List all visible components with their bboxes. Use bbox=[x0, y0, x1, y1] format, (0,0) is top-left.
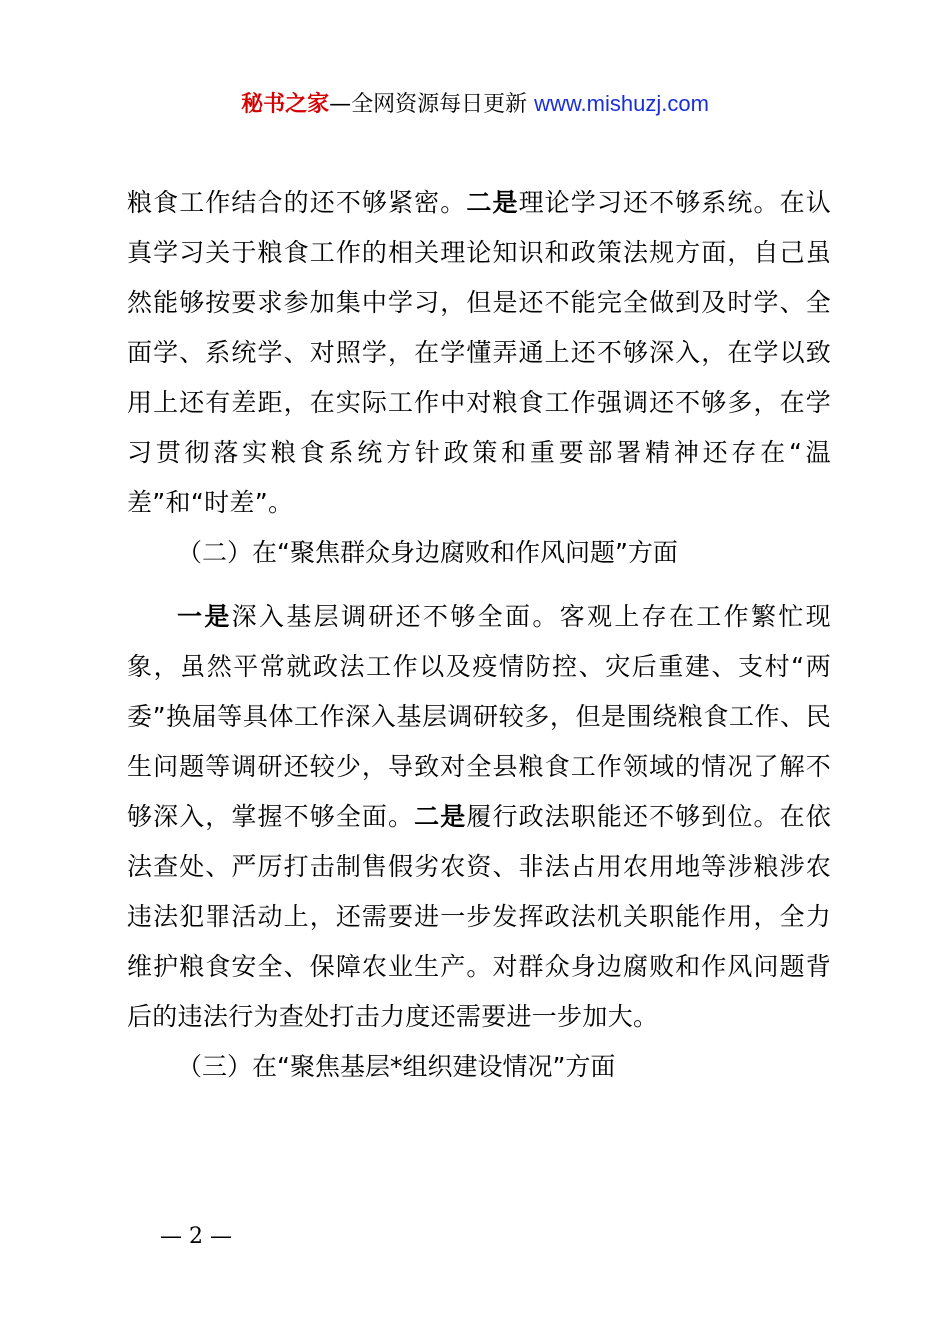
section-heading-2: （二）在“聚焦群众身边腐败和作风问题”方面 bbox=[177, 538, 678, 567]
brand-name: 秘书之家 bbox=[241, 92, 330, 117]
paragraph-1-text-b: 理论学习还不够系统。在认真学习关于粮食工作的相关理论知识和政策法规方面，自己虽然能够按要求参加集中学习，但是还不能完全做到及时学、全面学、系统学、对照学，在学懂弄通上还不够深入，在学以致用上还有差距，在实际工作中对粮食工作强调还不够多，在学习贯彻落实粮食系统方针政策和重要部署精神还存在“温差”和“时差”。 bbox=[127, 188, 831, 517]
site-header bbox=[0, 86, 950, 123]
header-tagline: —全网资源每日更新 bbox=[329, 92, 528, 117]
paragraph-1 bbox=[127, 178, 831, 528]
paragraph-1-text-a: 粮食工作结合的还不够紧密。 bbox=[127, 188, 467, 217]
site-url-link[interactable]: www.mishuzj.com bbox=[534, 91, 709, 116]
paragraph-2-bold-marker-2: 二是 bbox=[414, 802, 467, 831]
paragraph-2-bold-marker-1: 一是 bbox=[177, 602, 232, 631]
paragraph-2-text-b: 履行政法职能还不够到位。在依法查处、严厉打击制售假劣农资、非法占用农用地等涉粮涉农违法犯罪活动上，还需要进一步发挥政法机关职能作用，全力维护粮食安全、保障农业生产。对群众身边腐败和作风问题背后的违法行为查处打击力度还需要进一步加大。 bbox=[127, 802, 831, 1031]
paragraph-2-text-a: 深入基层调研还不够全面。客观上存在工作繁忙现象，虽然平常就政法工作以及疫情防控、灾后重建、支村“两委”换届等具体工作深入基层调研较多，但是围绕粮食工作、民生问题等调研还较少，导致对全县粮食工作领域的情况了解不够深入，掌握不够全面。 bbox=[127, 602, 831, 831]
page-number: — 2 — bbox=[160, 1224, 232, 1249]
document-body bbox=[127, 178, 831, 1092]
paragraph-2 bbox=[127, 592, 831, 1042]
paragraph-1-bold-marker: 二是 bbox=[466, 188, 519, 217]
section-heading-3: （三）在“聚焦基层*组织建设情况”方面 bbox=[177, 1052, 616, 1081]
